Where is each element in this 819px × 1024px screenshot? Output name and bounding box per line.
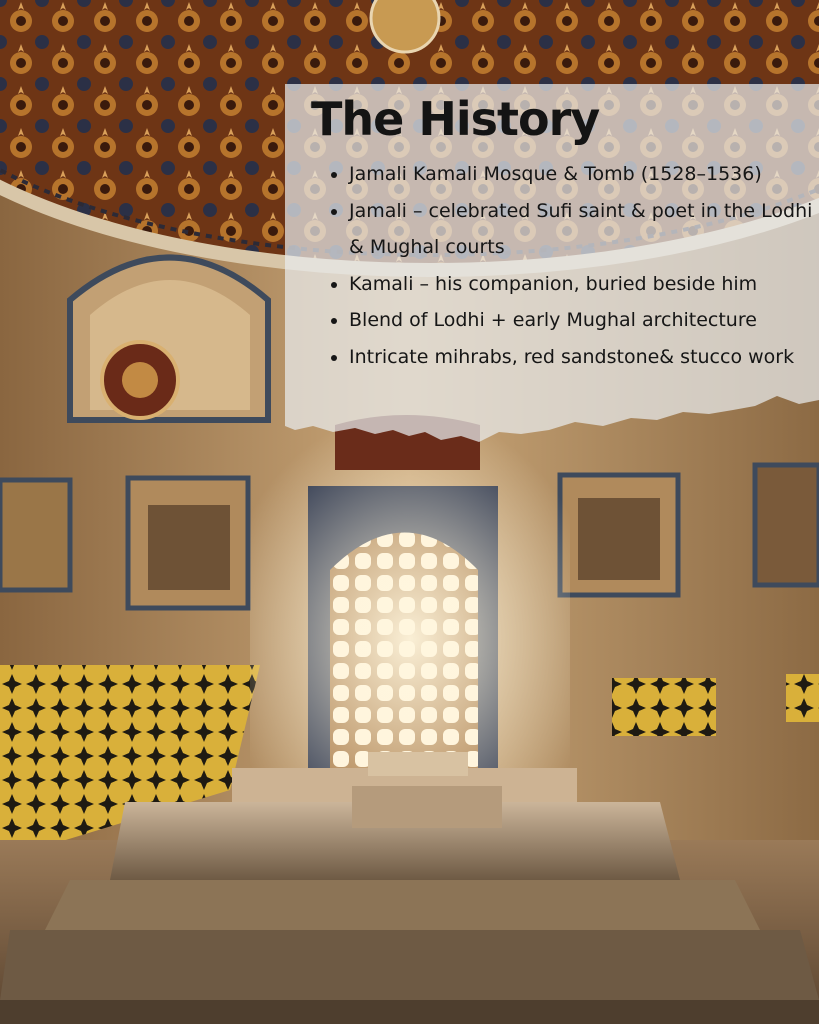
list-item: • Kamali – his companion, buried beside him xyxy=(349,266,819,303)
list-item: • Blend of Lodhi + early Mughal architecture xyxy=(349,302,819,339)
history-card xyxy=(285,84,819,454)
list-item: • Jamali – celebrated Sufi saint & poet in the Lodhi & Mughal courts xyxy=(349,193,819,266)
history-list xyxy=(329,156,819,375)
card-title: The History xyxy=(311,92,600,146)
list-item: • Jamali Kamali Mosque & Tomb (1528–1536) xyxy=(349,156,819,193)
list-item: • Intricate mihrabs, red sandstone& stucco work xyxy=(349,339,819,376)
